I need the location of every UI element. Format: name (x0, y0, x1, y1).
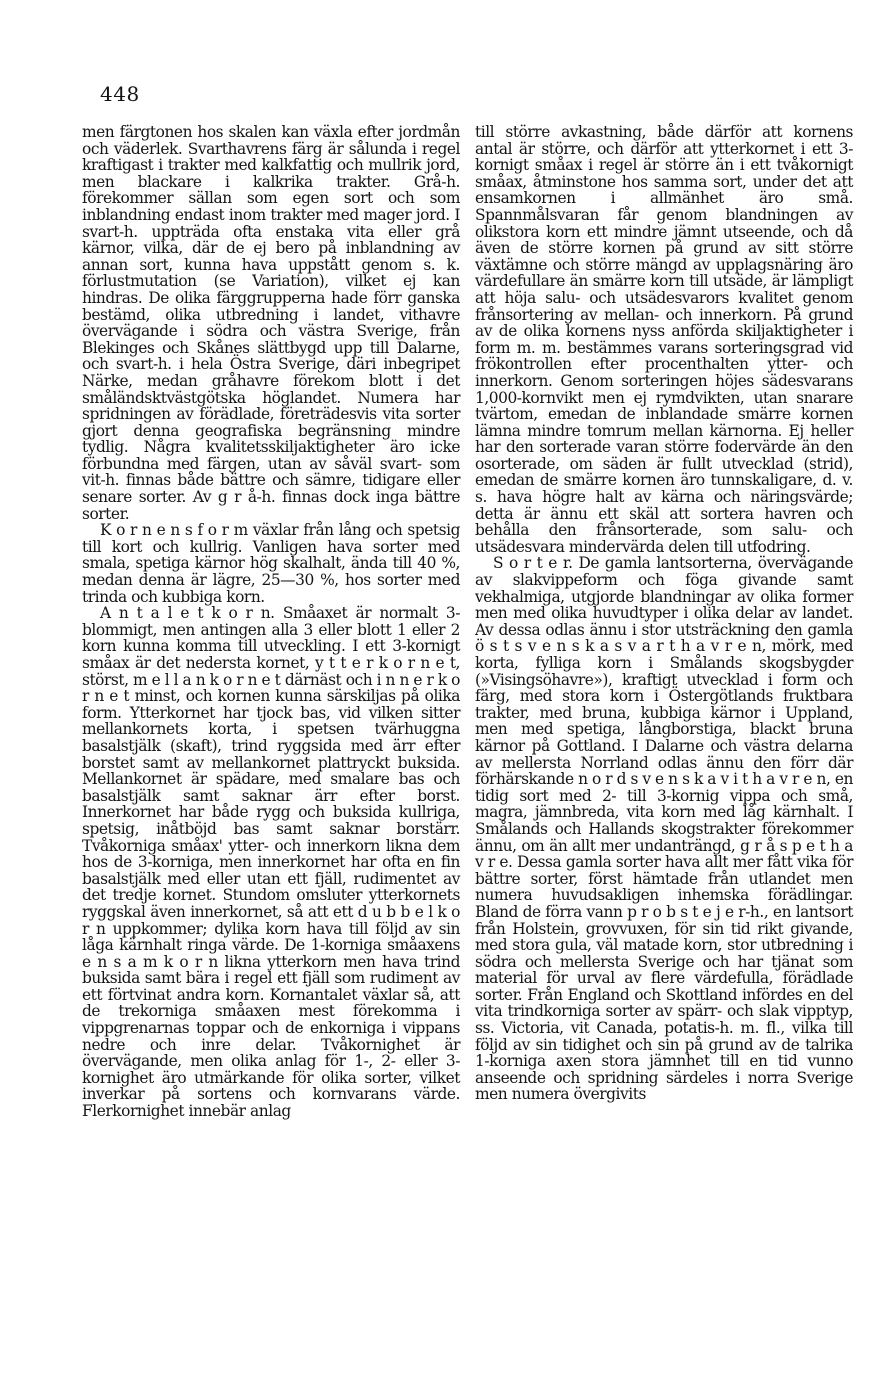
page-number: 448 (100, 82, 140, 106)
right-column (475, 124, 853, 1103)
paragraph: K o r n e n s f o r m växlar från lång och spetsig till kort och kullrig. Vanligen hava sorter med smala, spetiga kärnor hög skalhalt, ända till 40 %, medan denna är lägre, 25—30 %, hos sorter med trinda och kubbiga korn. (82, 521, 460, 606)
paragraph: men färgtonen hos skalen kan växla efter jordmån och väderlek. Svarthavrens färg är sålunda i regel kraftigast i trakter med kalkfattig och mullrik jord, men blackare i kalkrika trakter. Grå-h. förekommer sällan som egen sort och som inblandning endast inom trakter med mager jord. I svart-h. uppträda ofta enstaka vita eller grå kärnor, vilka, där de ej bero på inblandning av annan sort, kunna hava uppstått genom s. k. förlustmutation (se Variation), vilket ej kan hindras. De olika färggrupperna hade förr ganska bestämd, olika utbredning i landet, vithavre övervägande i södra och västra Sverige, från Blekinges och Skånes slättbygd upp till Dalarne, och svart-h. i hela Östra Sverige, däri inbegripet Närke, medan gråhavre förekom blott i det småländsktvästgötska höglandet. Numera har spridningen av förädlade, företrädesvis vita sorter gjort denna geografiska begränsning mindre tydlig. Några kvalitetsskiljaktigheter äro icke förbundna med färgen, utan av såväl svart- som vit-h. finnas både bättre och sämre, tidigare eller senare sorter. Av g r å-h. finnas dock inga bättre sorter. (82, 123, 460, 523)
left-column (82, 124, 460, 1120)
paragraph: A n t a l e t k o r n. Småaxet är normalt 3-blommigt, men antingen alla 3 eller blott 1 eller 2 korn kunna komma till utveckling. I ett 3-kornigt småax är det nedersta kornet, y t t e r k o r n e t, störst, m e l l a n k o r n e t därnäst och i n n e r k o r n e t minst, och kornen kunna särskiljas på olika form. Ytterkornet har tjock bas, vid vilken sitter mellankornets korta, i spetsen tvärhuggna basalstjälk (skaft), trind ryggsida med ärr efter borstet samt av mellankornet plattryckt buksida. Mellankornet är spädare, med smalare bas och basalstjälk samt saknar ärr efter borst. Innerkornet har både rygg och buksida kullriga, spetsig, inåtböjd bas samt saknar borstärr. Tvåkorniga småax' ytter- och innerkorn likna dem hos de 3-korniga, men innerkornet har ofta en fin basalstjälk med eller utan ett fjäll, rudimentet av det tredje kornet. Stundom omsluter ytterkornets ryggskal även innerkornet, så att ett d u b b e l k o r n uppkommer; dylika korn hava till följd av sin låga kärnhalt ringa värde. De 1-korniga småaxens e n s a m k o r n likna ytterkorn men hava trind buksida samt bära i regel ett fjäll som rudiment av ett förtvinat andra korn. Kornantalet växlar så, att de trekorniga småaxen mest förekomma i vippgrenarnas toppar och de enkorniga i vippans nedre och inre delar. Tvåkornighet är övervägande, men olika anlag för 1-, 2- eller 3-kornighet äro utmärkande för olika sorter, vilket inverkar på sortens och kornvarans värde. Flerkornighet innebär anlag (82, 604, 460, 1121)
paragraph: till större avkastning, både därför att kornens antal är större, och därför att ytterkornet i ett 3-kornigt småax i regel är större än i ett tvåkornigt småax, åtminstone hos samma sort, under det att ensamkornen i allmänhet äro små. Spannmålsvaran får genom blandningen av olikstora korn ett mindre jämnt utseende, och då även de större kornen på grund av sitt större växtämne och större mängd av upplagsnäring äro värdefullare än smärre korn till utsäde, är lämpligt att höja salu- och utsädesvarors kvalitet genom frånsortering av mellan- och innerkorn. På grund av de olika kornens nyss anförda skiljaktigheter i form m. m. bestämmes varans sorteringsgrad vid frökontrollen efter procenthalten ytter- och innerkorn. Genom sorteringen höjes sädesvarans 1,000-kornvikt men ej rymdvikten, utan snarare tvärtom, emedan de inblandade smärre kornen lämna mindre tomrum mellan kärnorna. Ej heller har den sorterade varan större fodervärde än den osorterade, om säden är fullt utvecklad (strid), emedan de smärre kornen äro tunnskaligare, d. v. s. hava högre halt av kärna och näringsvärde; detta är ännu ett skäl att sortera havren och behålla den frånsorterade, som salu- och utsädesvara mindervärda delen till utfodring. (475, 123, 853, 556)
paragraph: S o r t e r. De gamla lantsorterna, övervägande av slakvippeform och föga givande samt vekhalmiga, utgjorde blandningar av olika former men med olika huvudtyper i olika delar av landet. Av dessa odlas ännu i stor utsträckning den gamla ö s t s v e n s k a s v a r t h a v r e n, mörk, med korta, fylliga korn i Smålands skogsbygder (»Visingsöhavre»), kraftigt utvecklad i form och färg, med stora korn i Östergötlands fruktbara trakter, med bruna, kubbiga kärnor i Uppland, men med spetiga, långborstiga, blackt bruna kärnor på Gottland. I Dalarne och västra delarna av mellersta Norrland odlas ännu den förr där förhärskande n o r d s v e n s k a v i t h a v r e n, en tidig sort med 2- till 3-kornig vippa och små, magra, jämnbreda, vita korn med låg kärnhalt. I Smålands och Hallands skogstrakter förekommer ännu, om än allt mer undanträngd, g r å s p e t h a v r e. Dessa gamla sorter hava allt mer fått vika för bättre sorter, först hämtade från utlandet men numera huvudsakligen inhemska förädlingar. Bland de förra vann p r o b s t e j e r-h., en lantsort från Holstein, grovvuxen, för sin tid rikt givande, med stora gula, väl matade korn, stor utbredning i södra och mellersta Sverige och har tjänat som material för urval av flere värdefulla, förädlade sorter. Från England och Skottland infördes en del vita trindkorniga sorter av spärr- och slak vipptyp, ss. Victoria, vit Canada, potatis-h. m. fl., vilka till följd av sin tidighet och sin på grund av de talrika 1-korniga axen stora jämnhet till en tid vunno anseende och spridning särdeles i norra Sverige men numera övergivits (475, 554, 853, 1104)
